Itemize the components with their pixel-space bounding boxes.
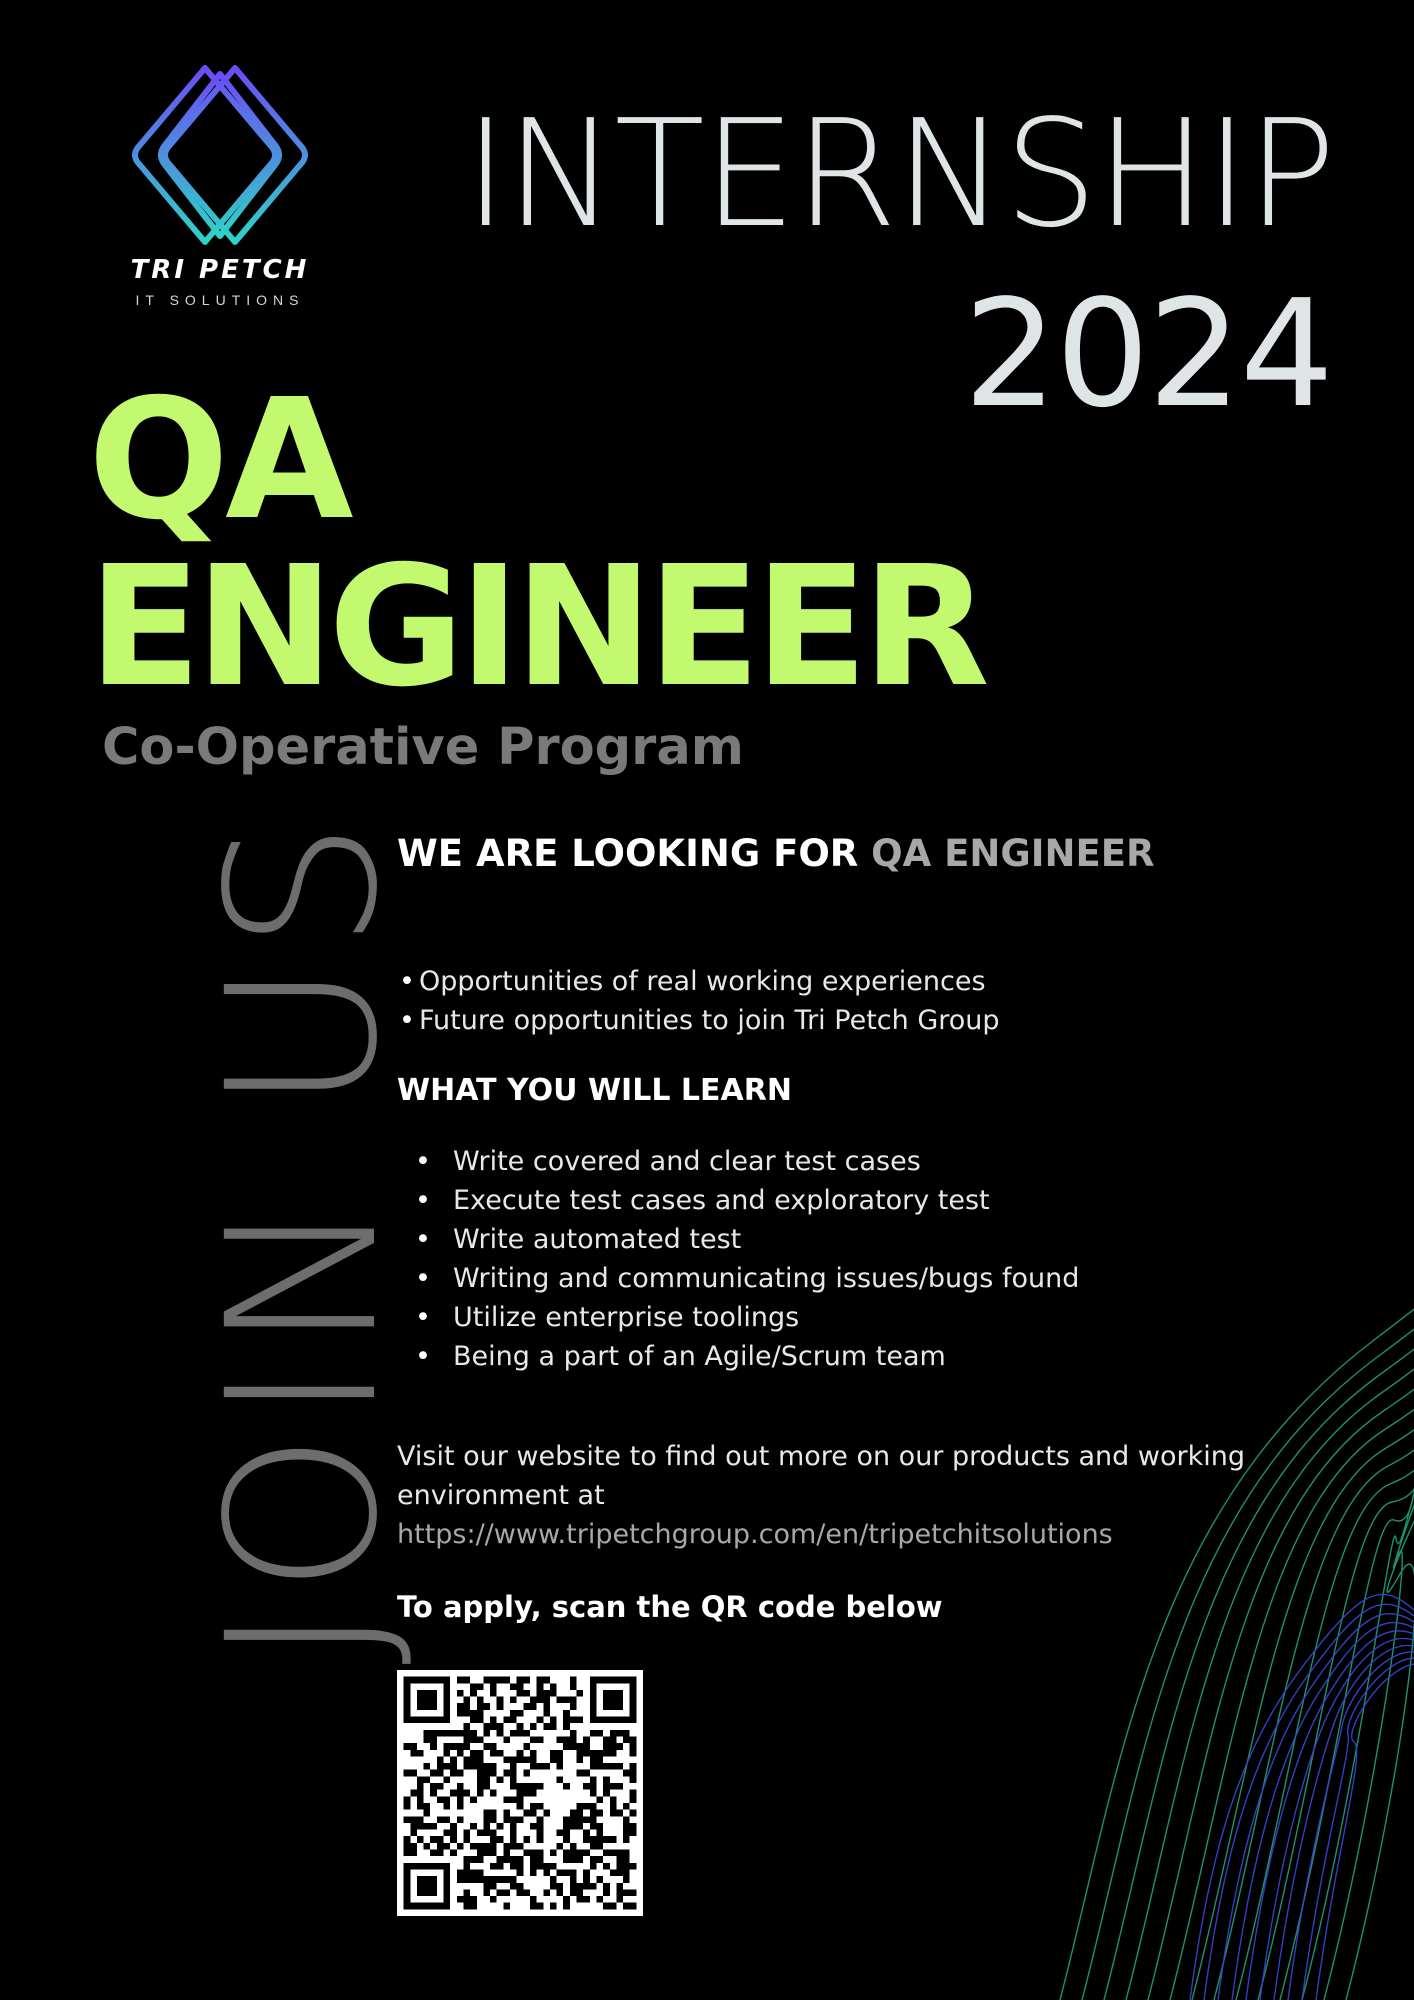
benefits-list: [397, 962, 1297, 1040]
company-logo: [70, 60, 370, 320]
brand-name: TRI PETCH: [130, 255, 310, 285]
list-item: • Execute test cases and exploratory test: [453, 1181, 1297, 1220]
role-title-line1: QA: [88, 364, 350, 557]
looking-for-prefix: WE ARE LOOKING FOR: [397, 832, 872, 875]
headline-internship: INTERNSHIP: [464, 88, 1334, 260]
tri-petch-diamond-icon: [130, 60, 310, 250]
join-us-text: JOIN US: [183, 810, 423, 1665]
list-item: • Writing and communicating issues/bugs found: [453, 1259, 1297, 1298]
learn-heading: WHAT YOU WILL LEARN: [397, 1073, 792, 1108]
list-item: • Utilize enterprise toolings: [453, 1298, 1297, 1337]
looking-for-heading: [397, 832, 1297, 875]
headline-year: 2024: [963, 268, 1332, 440]
list-item: • Opportunities of real working experiences: [419, 962, 1297, 1001]
list-item: • Write covered and clear test cases: [453, 1142, 1297, 1181]
list-item: • Write automated test: [453, 1220, 1297, 1259]
program-subtitle: Co-Operative Program: [102, 718, 744, 777]
decorative-wave-lines: [1040, 1250, 1414, 2000]
visit-text: Visit our website to find out more on our products and working environment at: [397, 1441, 1245, 1511]
list-item: • Future opportunities to join Tri Petch Group: [419, 1001, 1297, 1040]
list-item: • Being a part of an Agile/Scrum team: [453, 1337, 1297, 1376]
brand-tagline: IT SOLUTIONS: [135, 292, 305, 308]
role-title-line2: ENGINEER: [88, 531, 984, 724]
website-link[interactable]: https://www.tripetchgroup.com/en/tripetchitsolutions: [397, 1519, 1113, 1550]
qr-code[interactable]: [397, 1670, 643, 1916]
apply-instruction: To apply, scan the QR code below: [397, 1590, 943, 1624]
looking-for-highlight: QA ENGINEER: [871, 832, 1155, 875]
